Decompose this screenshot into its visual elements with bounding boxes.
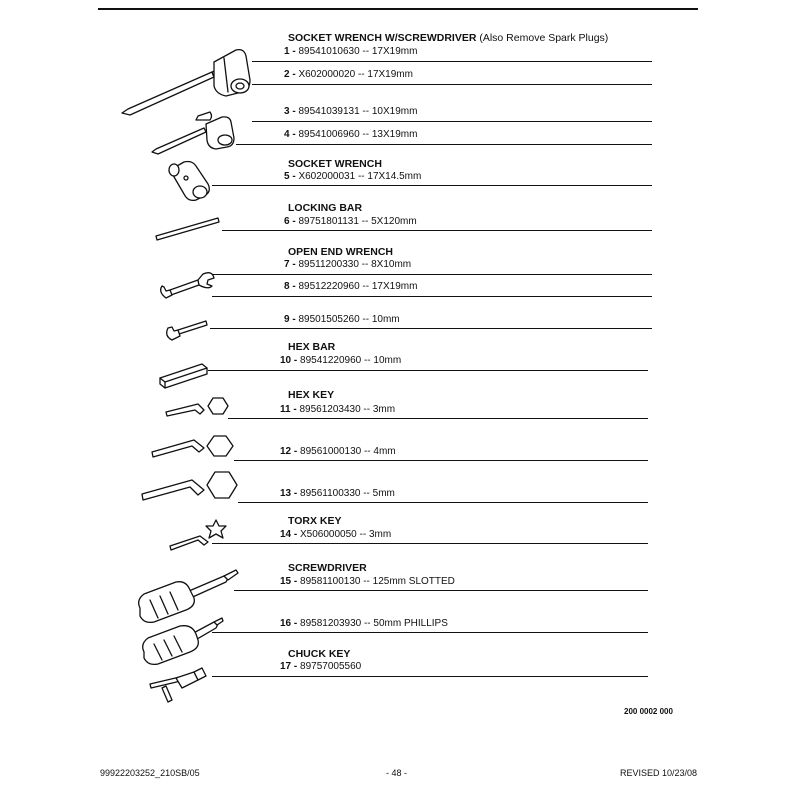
socket-wrench-screwdriver-large-icon [122,50,250,115]
list-item: 5 - X602000031 -- 17X14.5mm [284,171,422,182]
locking-bar-icon [156,218,219,240]
list-item: 7 - 89511200330 -- 8X10mm [284,259,412,270]
list-item: 16 - 89581203930 -- 50mm PHILLIPS [280,618,448,629]
section-title-socket-wrench-screwdriver: SOCKET WRENCH W/SCREWDRIVER (Also Remove Spark Plugs) [288,32,609,44]
list-item: 10 - 89541220960 -- 10mm [280,355,402,366]
list-item: 13 - 89561100330 -- 5mm [280,488,395,499]
section-title-torx-key: TORX KEY [288,515,342,527]
phillips-screwdriver-icon [143,618,223,664]
section-title-locking-bar: LOCKING BAR [288,202,363,214]
list-item: 15 - 89581100130 -- 125mm SLOTTED [280,576,455,587]
chuck-key-icon [150,668,206,702]
list-item: 9 - 89501505260 -- 10mm [284,314,400,325]
list-item: 14 - X506000050 -- 3mm [280,529,392,540]
footer-doc-number: 99922203252_210SB/05 [100,768,200,778]
footer-page-number: - 48 - [386,768,408,778]
figure-id: 200 0002 000 [624,707,673,716]
section-title-socket-wrench: SOCKET WRENCH [288,158,382,170]
hex-key-4mm-icon [152,436,233,457]
list-item: 4 - 89541006960 -- 13X19mm [284,129,418,140]
hex-key-5mm-icon [142,472,237,500]
section-title-hex-bar: HEX BAR [288,341,336,353]
open-end-wrench-small-icon [167,321,207,340]
hex-bar-icon [160,364,207,388]
slotted-screwdriver-icon [139,570,238,622]
list-item: 17 - 89757005560 [280,661,362,672]
socket-wrench-icon [169,162,209,201]
hex-key-3mm-icon [166,398,228,416]
list-item: 8 - 89512220960 -- 17X19mm [284,281,418,292]
section-title-chuck-key: CHUCK KEY [288,648,351,660]
open-end-wrench-large-icon [161,273,214,298]
list-item: 12 - 89561000130 -- 4mm [280,446,396,457]
socket-wrench-screwdriver-small-icon [152,112,234,154]
footer-revision: REVISED 10/23/08 [620,768,698,778]
section-title-screwdriver: SCREWDRIVER [288,562,367,574]
list-item: 2 - X602000020 -- 17X19mm [284,69,413,80]
list-item: 6 - 89751801131 -- 5X120mm [284,216,417,227]
section-title-hex-key: HEX KEY [288,389,335,401]
section-title-open-end-wrench: OPEN END WRENCH [288,246,394,258]
list-item: 3 - 89541039131 -- 10X19mm [284,106,418,117]
torx-key-icon [170,520,226,550]
list-item: 1 - 89541010630 -- 17X19mm [284,46,418,57]
list-item: 11 - 89561203430 -- 3mm [280,404,396,415]
section-note: (Also Remove Spark Plugs) [479,32,609,44]
